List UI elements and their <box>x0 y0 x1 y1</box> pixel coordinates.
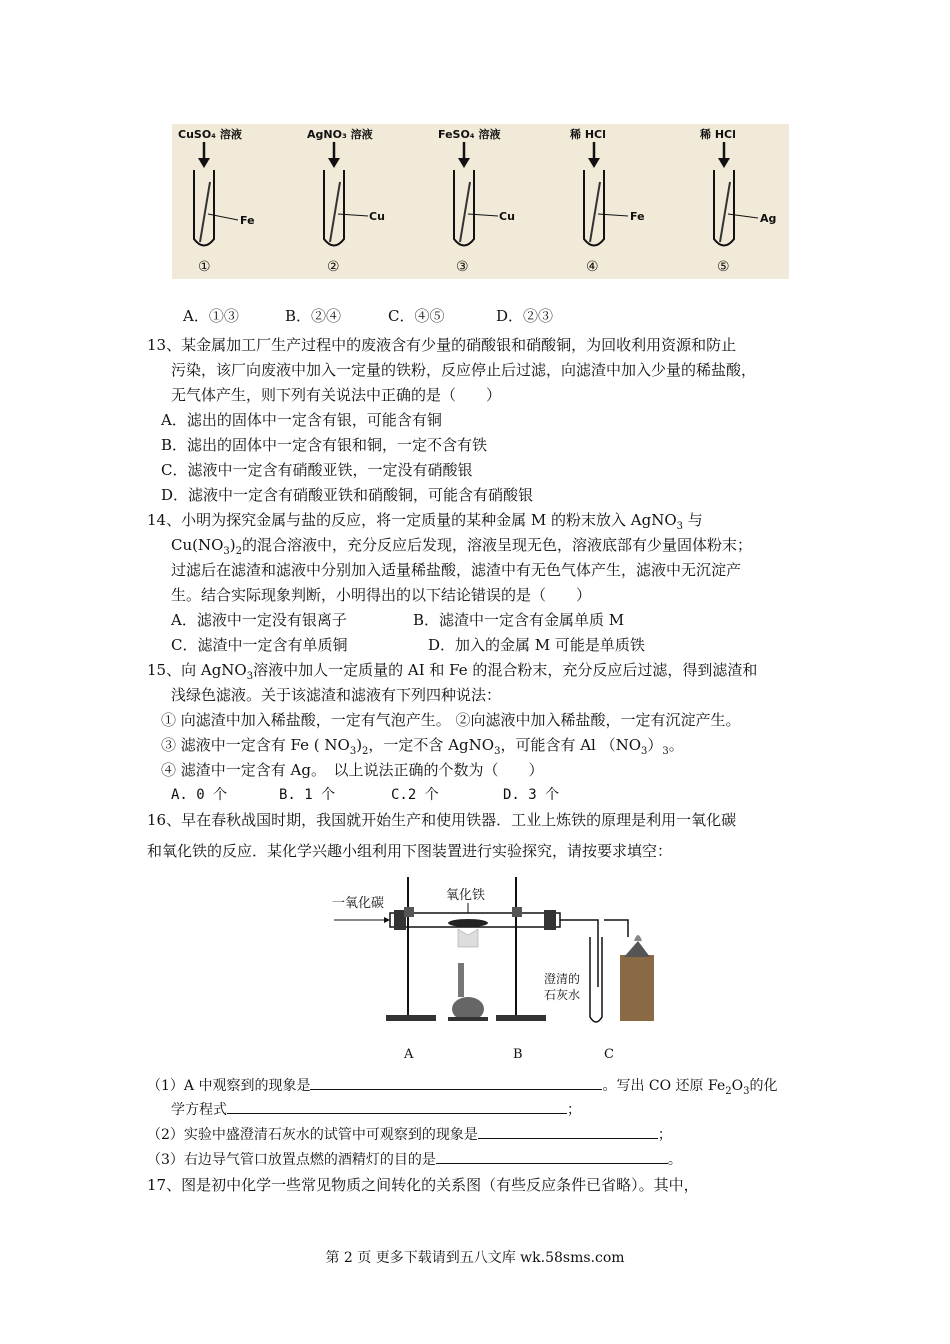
tube-2 <box>307 127 385 275</box>
tube-5-metal: Ag <box>760 212 777 225</box>
q13-option-b: B．滤出的固体中一定含有银和铜，一定不含有铁 <box>161 436 488 454</box>
q16-sub1-blank-1[interactable] <box>310 1075 602 1090</box>
tube-1-metal: Fe <box>240 214 255 227</box>
tube-2-metal: Cu <box>369 210 385 223</box>
tube-3-reagent: FeSO₄ 溶液 <box>438 128 501 141</box>
tube-5-reagent: 稀 HCl <box>700 128 736 141</box>
tube-1-num: ① <box>198 259 211 275</box>
q15-line-1: 15、向 AgNO$_3$溶液中加人一定质量的 AI 和 Fe 的混合粉末，充分反应后过滤，得到滤渣和 <box>147 661 758 682</box>
q16-sub3: （3）右边导气管口放置点燃的酒精灯的目的是 。 <box>147 1149 682 1171</box>
q16-sub2: （2）实验中盛澄清石灰水的试管中可观察到的现象是 ； <box>147 1124 672 1146</box>
label-b: B <box>513 1047 523 1062</box>
tube-2-reagent: AgNO₃ 溶液 <box>307 128 373 141</box>
q12-option-d: D．②③ <box>496 307 554 325</box>
q16-sub3-blank[interactable] <box>436 1149 668 1164</box>
tube-3 <box>438 127 515 275</box>
q15-line-2: 浅绿色滤液。关于该滤渣和滤液有下列四种说法： <box>171 686 502 704</box>
apparatus-figure <box>328 877 658 1027</box>
q14-option-b: B．滤渣中一定含有金属单质 M <box>413 611 625 629</box>
tube-3-num: ③ <box>456 259 469 275</box>
q14-line-4: 生。结合实际现象判断，小明得出的以下结论错误的是（ ） <box>171 586 592 604</box>
q15-line-5: ④ 滤渣中一定含有 Ag。 以上说法正确的个数为（ ） <box>161 761 544 779</box>
q17-line-1: 17、图是初中化学一些常见物质之间转化的关系图（有些反应条件已省略）。其中， <box>147 1176 699 1194</box>
q15-options <box>171 784 559 806</box>
limewater-label-1: 澄清的 <box>544 972 581 986</box>
q15-option-c: C.2 个 <box>391 787 439 803</box>
tube-4-metal: Fe <box>630 210 645 223</box>
q13-option-a: A．滤出的固体中一定含有银，可能含有铜 <box>161 411 442 429</box>
fe2o3-label: 氧化铁 <box>446 888 486 903</box>
q15-line-3: ① 向滤渣中加入稀盐酸，一定有气泡产生。 ②向滤液中加入稀盐酸，一定有沉淀产生。 <box>161 711 741 729</box>
q14-option-c: C．滤渣中一定含有单质铜 <box>171 636 348 654</box>
q12-options <box>183 305 553 327</box>
tube-5-num: ⑤ <box>717 259 730 275</box>
q14-line-3: 过滤后在滤渣和滤液中分别加入适量稀盐酸，滤渣中有无色气体产生，滤液中无沉淀产 <box>171 561 742 579</box>
q13-option-c: C．滤液中一定含有硝酸亚铁，一定没有硝酸银 <box>161 461 473 479</box>
q15-option-a: A. 0 个 <box>171 787 228 803</box>
q13-stem-1: 13、某金属加工厂生产过程中的废液含有少量的硝酸银和硝酸铜，为回收利用资源和防止 <box>147 336 737 354</box>
tube-4 <box>569 127 645 275</box>
q14-options-ab <box>171 609 624 631</box>
co-label: 一氧化碳 <box>332 896 385 911</box>
test-tubes-svg <box>172 124 789 279</box>
q14-line-1: 14、小明为探究金属与盐的反应，将一定质量的某种金属 M 的粉末放入 AgNO$_3$ 与 <box>147 511 703 532</box>
tube-2-num: ② <box>327 259 340 275</box>
q16-line-1: 16、早在春秋战国时期，我国就开始生产和使用铁器．工业上炼铁的原理是利用一氧化碳 <box>147 811 737 829</box>
q13-option-d: D．滤液中一定含有硝酸亚铁和硝酸铜，可能含有硝酸银 <box>161 486 534 504</box>
q14-option-d: D．加入的金属 M 可能是单质铁 <box>428 636 645 654</box>
q13-stem-2: 污染，该厂向废液中加入一定量的铁粉，反应停止后过滤，向滤渣中加入少量的稀盐酸， <box>171 361 757 379</box>
q14-options-cd <box>171 634 645 656</box>
label-a: A <box>404 1047 414 1062</box>
label-c: C <box>604 1047 614 1062</box>
tube-1 <box>178 127 255 275</box>
limewater-label-2: 石灰水 <box>544 988 581 1002</box>
q15-option-b: B. 1 个 <box>279 787 336 803</box>
q16-sub2-blank[interactable] <box>478 1124 658 1139</box>
page-footer: 第 2 页 更多下载请到五八文库 wk.58sms.com <box>325 1250 625 1266</box>
tube-1-reagent: CuSO₄ 溶液 <box>178 128 242 141</box>
tube-4-num: ④ <box>586 259 599 275</box>
tube-4-reagent: 稀 HCl <box>570 128 606 141</box>
q16-line-2: 和氧化铁的反应．某化学兴趣小组利用下图装置进行实验探究，请按要求填空： <box>147 842 673 860</box>
q12-option-a: A．①③ <box>183 307 239 325</box>
q15-line-4: ③ 滤液中一定含有 Fe ( $NO_3)_2$，一定不含 AgNO$_3$，可能含有 Al $(NO_3)_3$。 <box>161 736 684 757</box>
tube-5 <box>699 127 776 275</box>
q14-line-2: $Cu(NO_3)_2$的混合溶液中，充分反应后发现，溶液呈现无色，溶液底部有少量固体粉末； <box>171 536 753 557</box>
q14-option-a: A．滤液中一定没有银离子 <box>171 611 347 629</box>
q15-option-d: D. 3 个 <box>503 787 560 803</box>
q13-stem-3: 无气体产生，则下列有关说法中正确的是（ ） <box>171 386 502 404</box>
apparatus-svg <box>328 877 658 1027</box>
q16-sub1-blank-2[interactable] <box>227 1099 567 1114</box>
tube-3-metal: Cu <box>499 210 515 223</box>
test-tube-figure <box>172 124 789 279</box>
q16-sub1-line2: 学方程式 ； <box>171 1099 581 1121</box>
q16-sub1-line1: （1）A 中观察到的现象是 。写出 CO 还原 $Fe_2O_3$的化 <box>147 1075 777 1097</box>
q12-option-c: C．④⑤ <box>388 307 445 325</box>
q12-option-b: B．②④ <box>285 307 342 325</box>
